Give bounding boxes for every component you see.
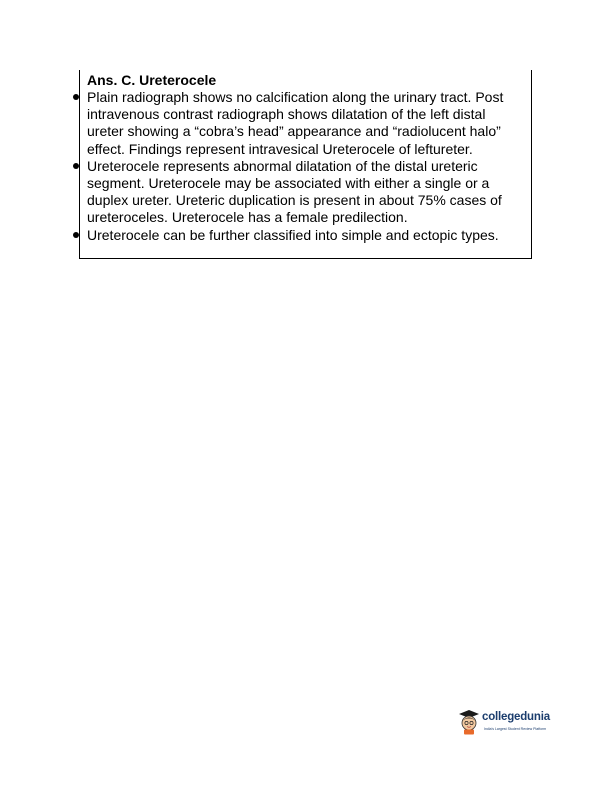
- answer-bullet-list: [87, 89, 527, 244]
- list-item: [87, 227, 527, 244]
- answer-heading: Ans. C. Ureterocele: [87, 72, 217, 88]
- bullet-icon: [73, 163, 79, 169]
- list-item: [87, 158, 527, 227]
- bullet-icon: [73, 94, 79, 100]
- list-item: [87, 89, 527, 158]
- bullet-icon: [73, 232, 79, 238]
- bullet-text: Plain radiograph shows no calcification along the urinary tract. Post intravenous contrast radiograph shows dilatation of the left distal ureter showing a “cobra’s head” appearance and “radiolucent halo” effect. Findings represent intravesical Ureterocele of leftureter.: [87, 89, 504, 157]
- collegedunia-logo: [457, 708, 557, 738]
- bullet-text: Ureterocele represents abnormal dilatation of the distal ureteric segment. Ureterocele may be associated with either a single or a duplex ureter. Ureteric duplication is present in about 75% cases of ureteroceles. Ureterocele has a female predilection.: [87, 157, 502, 226]
- logo-tagline: India's Largest Student Review Platform: [484, 727, 547, 731]
- graduate-mascot-icon: [457, 708, 481, 736]
- logo-wordmark: collegedunia: [482, 711, 550, 723]
- bullet-text: Ureterocele can be further classified into simple and ectopic types.: [87, 226, 499, 243]
